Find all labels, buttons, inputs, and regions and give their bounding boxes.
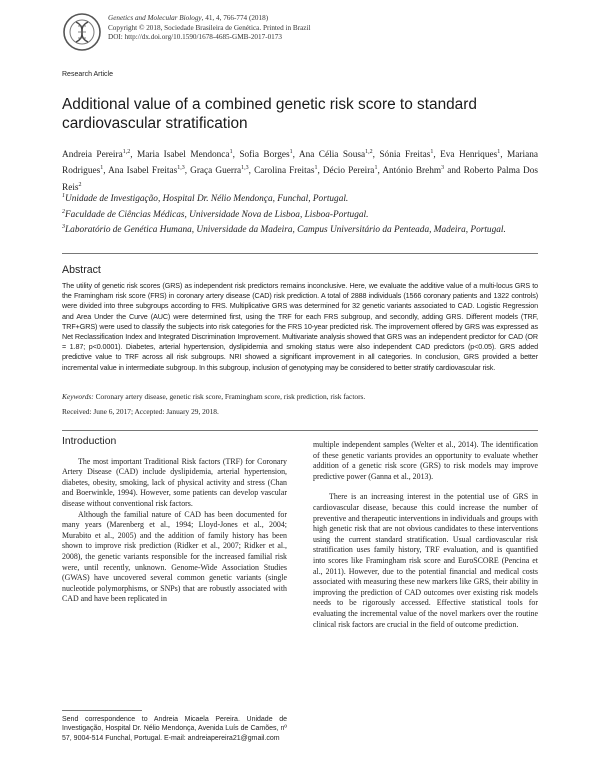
author-affiliation-mark: 1 — [430, 149, 434, 155]
author-separator: , — [232, 150, 240, 161]
author-separator: , — [130, 150, 138, 161]
affiliation-line — [62, 221, 538, 237]
journal-name: Genetics and Molecular Biology — [108, 14, 202, 22]
keywords-label: Keywords: — [62, 392, 94, 401]
affiliation-text: Faculdade de Ciências Médicas, Universidade Nova de Lisboa, Lisboa-Portugal. — [65, 209, 369, 220]
author-separator: , — [372, 150, 380, 161]
author-separator: , — [292, 150, 299, 161]
author-affiliation-mark: 1 — [497, 149, 501, 155]
author-affiliation-mark: 2 — [78, 181, 82, 188]
paragraph: There is an increasing interest in the potential use of GRS in cardiovascular disease, because this could increase the number of preventive and therapeutic interventions in individuals and groups with high genetic risk that are not obvious candidates to these interventions using the current standard stratification. Usual cardiovascular risk stratification uses family history, TRF evaluation, and is quantified into scores like Framingham risk score and EuroSCORE (Pencina et al., 2011). However, due to the potential financial and medical costs associated with measuring these new markers like GRS, their ability in improving the prediction of CAD outcomes over existing risk models needs to be rigorously accessed. Effective statistical tools for evaluating the incremental value of the novel markers over the routine clinical risk factors are crucial in the field of outcome prediction. — [313, 492, 538, 629]
author-list — [62, 146, 538, 195]
paragraph: The most important Traditional Risk factors (TRF) for Coronary Artery Disease (CAD) include dyslipidemia, arterial hypertension, diabetes, obesity, smoking, lack of physical activity and stress (Chan and Boerwinkle, 1994). However, some patients can develop vascular disease without conventional risk factors. — [62, 456, 287, 508]
author-name: Ana Célia Sousa — [298, 150, 366, 161]
author-name: Sofia Borges — [239, 150, 290, 161]
author-affiliation-mark: 1,2 — [122, 149, 131, 155]
author-separator: , — [433, 150, 441, 161]
divider — [62, 430, 538, 431]
doi-link[interactable]: DOI: http://dx.doi.org/10.1590/1678-4685-GMB-2017-0173 — [108, 33, 282, 42]
author-name: Roberto Palma Dos Reis — [62, 166, 538, 193]
journal-header — [62, 12, 542, 60]
paragraph: multiple independent samples (Welter et al., 2014). The identification of these genetic variants provides an opportunity to evaluate whether addition of a genetic risk score (GRS) to risk models may improve predictive power (Ganna et al., 2013). — [313, 440, 538, 481]
article-title: Additional value of a combined genetic risk score to standard cardiovascular stratification — [62, 96, 477, 132]
author-name: Graça Guerra — [190, 166, 242, 177]
author-separator: and — [444, 166, 464, 177]
author-name: António Brehm — [382, 166, 442, 177]
right-column — [313, 440, 538, 630]
copyright: Copyright © 2018, Sociedade Brasileira de Genética. Printed in Brazil — [108, 23, 311, 32]
journal-logo-icon — [62, 12, 102, 52]
author-affiliation-mark: 1 — [374, 165, 378, 172]
correspondence-footnote: Send correspondence to Andreia Micaela Pereira. Unidade de Investigação, Hospital Dr. Nélio Mendonça, Avenida Luís de Camões, nº 57, 9004-514 Funchal, Portugal. E-mail: andreiapereira21@gmail.com — [62, 716, 287, 742]
left-column — [62, 437, 287, 605]
received-dates: Received: June 6, 2017; Accepted: January 29, 2018. — [62, 407, 219, 416]
author-separator: , — [184, 166, 191, 177]
header-text — [108, 14, 310, 43]
author-affiliation-mark: 1,2 — [365, 149, 373, 155]
author-separator: , — [500, 150, 507, 161]
affiliation-text: Laboratório de Genética Humana, Universidade da Madeira, Campus Universitário da Penteada, Madeira, Portugal. — [65, 225, 506, 236]
author-name: Ana Isabel Freitas — [108, 166, 178, 177]
author-name: Andreia Pereira — [62, 150, 123, 161]
author-name: Eva Henriques — [440, 150, 498, 161]
keywords-text: Coronary artery disease, genetic risk score, Framingham score, risk prediction, risk factors. — [93, 392, 366, 401]
author-separator: , — [317, 166, 323, 177]
abstract-heading: Abstract — [62, 264, 101, 276]
author-separator: , — [248, 166, 255, 177]
affiliations — [62, 190, 538, 237]
affiliation-text: Unidade de Investigação, Hospital Dr. Nélio Mendonça, Funchal, Portugal. — [65, 194, 349, 205]
author-affiliation-mark: 1 — [314, 165, 318, 172]
divider — [62, 253, 538, 254]
author-name: Maria Isabel Mendonca — [137, 150, 230, 161]
author-affiliation-mark: 3 — [441, 165, 445, 172]
paragraph: Although the familial nature of CAD has been documented for many years (Marenberg et al., 1994; Lloyd-Jones et al., 2004; Murabito et al., 2005) and the addition of family history has been shown to improve risk prediction (Ridker et al., 2007; Ridker et al., 2008), the genetic variants responsible for the increased familial risk were, until recently, unknown. Genome-Wide Association Studies (GWAS) have uncovered several common genetic variants (single nucleotide polymorphisms, or SNPs) that are robustly associated with CAD and have been replicated in — [62, 509, 287, 604]
journal-citation — [108, 14, 310, 24]
affiliation-mark: 2 — [62, 208, 65, 215]
author-separator: , — [377, 166, 383, 177]
affiliation-line — [62, 190, 538, 206]
affiliation-line — [62, 206, 538, 222]
author-affiliation-mark: 1 — [100, 165, 104, 172]
affiliation-mark: 3 — [62, 224, 65, 231]
author-name: Carolina Freitas — [254, 166, 315, 177]
author-name: Décio Pereira — [322, 166, 375, 177]
author-affiliation-mark: 1 — [289, 149, 293, 155]
author-affiliation-mark: 1 — [229, 149, 233, 155]
keywords — [62, 392, 538, 402]
author-separator: , — [103, 166, 109, 177]
author-affiliation-mark: 1,3 — [177, 165, 185, 172]
author-affiliation-mark: 1,3 — [241, 165, 249, 172]
author-name: Mariana Rodrigues — [62, 150, 538, 177]
article-type: Research Article — [62, 71, 113, 78]
footnote-divider — [62, 710, 142, 711]
abstract-text: The utility of genetic risk scores (GRS) as independent risk predictors remains inconclusive. Here, we evaluate the additive value of a multi-locus GRS to the Framingham risk score (FRS) in coronary artery disease (CAD) risk prediction. A total of 2888 individuals (1566 coronary patients and 1322 controls) were divided into three subgroups according to FRS. Multiplicative GRS was determined for 32 genetic variants associated to CAD. Logistic Regression and Area Under the Curve (AUC) were determined first, using the TRF for each FRS subgroup, and secondly, adding GRS. Different models (TRF, TRF+GRS) were used to classify the subjects into risk categories for the FRS 10-year predicted risk. The improvement offered by GRS was expressed as Net Reclassification Index and Integrated Discrimination Improvement. Multivariate analysis showed that GRS was an independent predictor for CAD (OR = 1.87; p<0.0001). Diabetes, arterial hypertension, dyslipidemia and smoking status were also independent CAD predictors (p<0.05). GRS added predictive value to TRF across all risk subgroups. NRI showed a significant improvement in all categories. In conclusion, GRS provided a better incremental value in intermediate subgroup. In this subgroup, inclusion of genotyping may be considered to better stratify cardiovascular risk. — [62, 281, 538, 372]
introduction-heading: Introduction — [62, 436, 117, 447]
volume-pages: , 41, 4, 766-774 (2018) — [201, 14, 269, 22]
affiliation-mark: 1 — [62, 193, 65, 199]
author-name: Sónia Freitas — [379, 150, 431, 161]
